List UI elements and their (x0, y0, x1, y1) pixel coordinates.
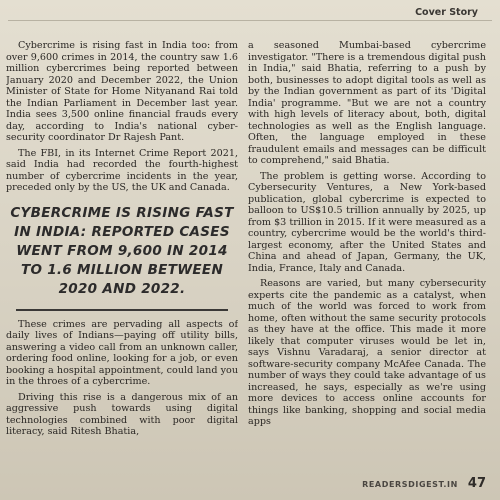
pull-quote: CYBERCRIME IS RISING FAST IN INDIA: REPORTED CASES WENT FROM 9,600 IN 2014 TO 1.6 MILLION BETWEEN 2020 AND 2022. (10, 204, 234, 297)
body-paragraph: Reasons are varied, but many cybersecurity experts cite the pandemic as a catalyst, when much of the world was forced to work from home, often without the same security protocols as they have at the office. This made it more likely that computer viruses would be let in, says Vishnu Varadaraj, a senior director at software-security company McAfee Canada. The number of ways they could take advantage of us increased, he says, especially as we're using more devices to access online accounts for things like banking, shopping and social media apps (248, 278, 486, 427)
top-rule (8, 20, 492, 21)
footer-site: READERSDIGEST.IN (362, 480, 458, 489)
column-gutter (242, 40, 243, 460)
body-paragraph: The problem is getting worse. According to Cybersecurity Ventures, a New York-based publication, global cybercrime is expected to balloon to US$10.5 trillion annually by 2025, up from $3 trillion in 2015. If it were measured as a country, cybercrime would be the world's third-largest economy, after the United States and China and ahead of Japan, Germany, the UK, India, France, Italy and Canada. (248, 170, 486, 274)
left-column (6, 40, 238, 442)
body-paragraph: Cybercrime is rising fast in India too: from over 9,600 crimes in 2014, the country saw 1.6 million cybercrimes being reported between January 2020 and December 2022, the Union Minister of State for Home Nityanand Rai told the Indian Parliament in December last year. India sees 3,500 online financial frauds every day, according to India's national cyber-security coordinator Dr Rajesh Pant. (6, 40, 238, 143)
section-label: Cover Story (415, 7, 478, 18)
body-paragraph: Driving this rise is a dangerous mix of an aggressive push towards using digital technologies combined with poor digital literacy, said Ritesh Bhatia, (6, 391, 238, 437)
page-footer (362, 476, 486, 491)
body-paragraph: a seasoned Mumbai-based cybercrime investigator. "There is a tremendous digital push in India," said Bhatia, referring to a push by both, businesses to adopt digital tools as well as by the Indian government as part of its 'Digital India' programme. "But we are not a country with high levels of literacy about, both, digital technologies as well as the English language. Often, the language employed in these fraudulent emails and messages can be difficult to comprehend," said Bhatia. (248, 40, 486, 166)
body-paragraph: The FBI, in its Internet Crime Report 2021, said India had recorded the fourth-highest number of cybercrime incidents in the year, preceded only by the US, the UK and Canada. (6, 147, 238, 193)
body-paragraph: These crimes are pervading all aspects of daily lives of Indians—paying off utility bills, answering a video call from an unknown caller, ordering food online, looking for a job, or even booking a hospital appointment, could land you in the throes of a cybercrime. (6, 318, 238, 387)
page-number: 47 (467, 476, 486, 491)
pull-quote-rule (16, 309, 228, 311)
right-column (248, 40, 486, 432)
after-quote-text (6, 319, 238, 438)
